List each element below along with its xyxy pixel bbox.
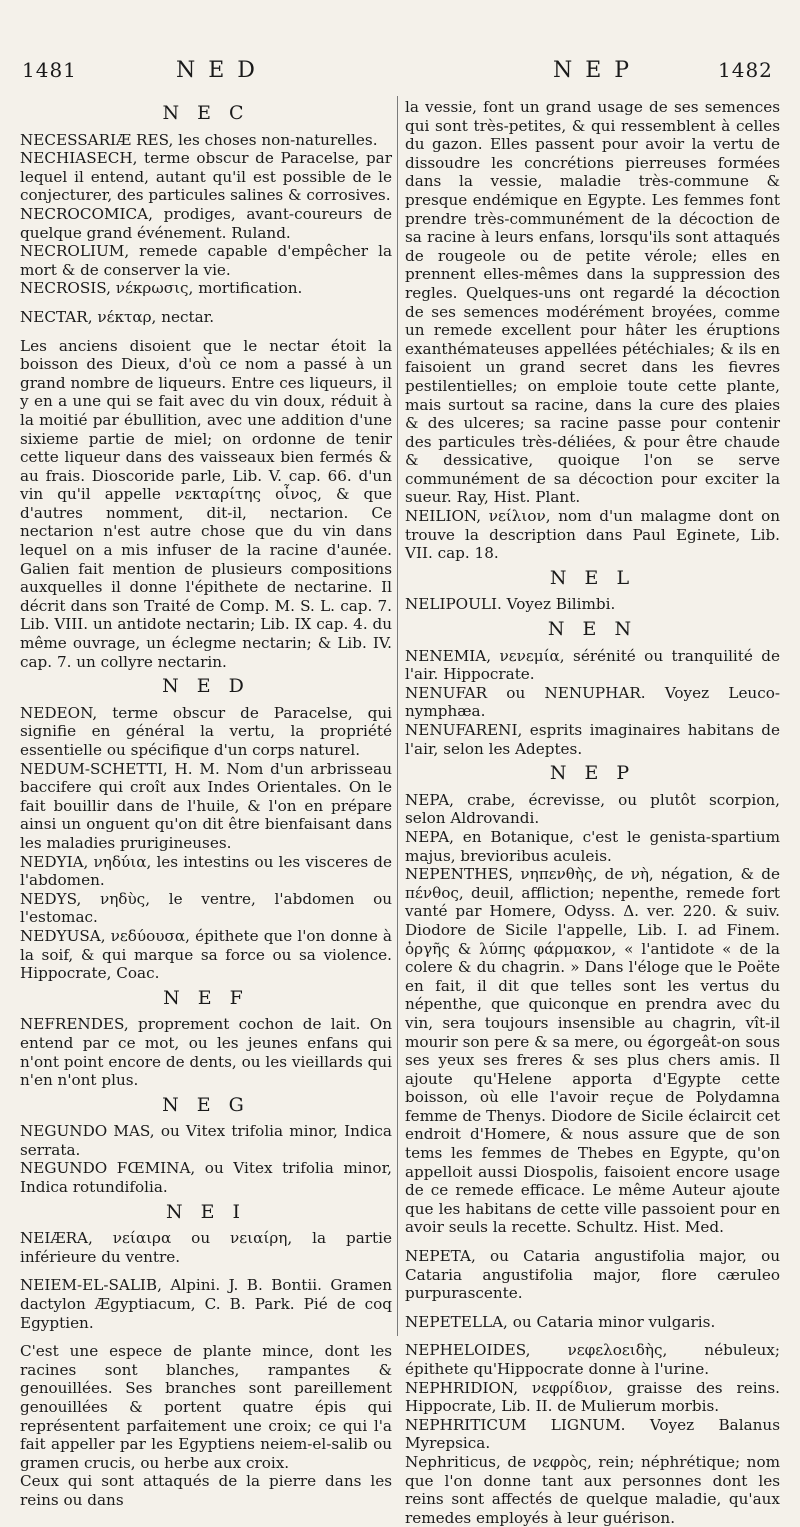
dictionary-entry: NEGUNDO MAS, ou Vitex trifolia minor, Indica serrata. [20, 1122, 392, 1159]
dictionary-entry: NEDEON, terme obscur de Paracelse, qui signifie en général la vertu, la propriété essentielle ou spécifique d'un corps naturel. [20, 703, 392, 759]
dictionary-entry: NEIEM-EL-SALIB, Alpini. J. B. Bontii. Gramen dactylon Ægyptiacum, C. B. Park. Pié de coq Egyptien. [20, 1276, 392, 1332]
dictionary-entry: NEDYUSA, νεδύουσα, épithete que l'on donne à la soif, & qui marque sa force ou sa violence. Hippocrate, Coac. [20, 926, 392, 983]
dictionary-entry: NENUFAR ou NENUPHAR. Voyez Leuco-nymphæa. [405, 683, 780, 721]
dictionary-entry: la vessie, font un grand usage de ses semences qui sont très-petites, & qui ressemblent à celles du gazon. Elles passent pour avoir la vertu de dissoudre les concrétions pierreuses formées dans la vessie, maladie très-commune & presque endémique en Egypte. Les femmes font prendre très-communément de la décoction de sa racine à leurs enfans, lorsqu'ils sont attaqués de rougeole ou de petite vérole; elles en prennent elles-mêmes dans la suppression des regles. Quelques-uns ont regardé la décoction de ses semences modérément broyées, comme un remede excellent pour hâter les éruptions exanthémateuses appellées pétéchiales; & ils en faisoient un grand secret dans les fievres pestilentielles; on emploie toute cette plante, mais surtout sa racine, dans la cure des plaies & des ulceres; sa racine passe pour contenir des particules très-déliées, & pour être chaude & dessicative, quoique l'on se serve communément de sa décoction pour exciter la sueur. Ray, Hist. Plant. [405, 98, 780, 507]
left-column [20, 98, 392, 1510]
dictionary-entry: NECHIASECH, terme obscur de Paracelse, par lequel il entend, autant qu'il est possible de le conjecturer, des particules salines & corrosives. [20, 149, 392, 205]
dictionary-entry: NEDYS, νηδὺς, le ventre, l'abdomen ou l'estomac. [20, 889, 392, 927]
section-heading: N E I [165, 1200, 247, 1223]
dictionary-entry: NEIÆRA, νείαιρα ou νειαίρη, la partie inférieure du ventre. [20, 1229, 392, 1266]
dictionary-entry: NEPA, crabe, écrevisse, ou plutôt scorpion, selon Aldrovandi. [405, 790, 780, 828]
dictionary-entry: NEDYIA, νηδύια, les intestins ou les visceres de l'abdomen. [20, 852, 392, 890]
dictionary-entry: NEPETA, ou Cataria angustifolia major, ou Cataria angustifolia major, flore cæruleo purpurascente. [405, 1247, 780, 1303]
dictionary-entry: NECTAR, νέκταρ, nectar. [20, 307, 215, 326]
dictionary-entry: NECESSARIÆ RES, les choses non-naturelles. [20, 130, 378, 149]
right-running-head: N E P [553, 58, 633, 83]
dictionary-entry: Ceux qui sont attaqués de la pierre dans les reins ou dans [20, 1472, 392, 1509]
dictionary-entry: NEPHRIDION, νεφρίδιον, graisse des reins. Hippocrate, Lib. II. de Mulierum morbis. [405, 1378, 780, 1416]
dictionary-entry: NEFRENDES, proprement cochon de lait. On entend par ce mot, ou les jeunes enfans qui n'ont point encore de dents, ou les vieillards qui n'en n'ont plus. [20, 1015, 392, 1090]
dictionary-entry: NEPHRITICUM LIGNUM. Voyez Balanus Myrepsica. [405, 1415, 780, 1453]
dictionary-entry: NEPETELLA, ou Cataria minor vulgaris. [405, 1312, 716, 1331]
dictionary-entry: NECROCOMICA, prodiges, avant-coureurs de quelque grand événement. Ruland. [20, 204, 392, 242]
entry-paragraph: Les anciens disoient que le nectar étoit la boisson des Dieux, d'où ce nom a passé à un grand nombre de liqueurs. Entre ces liqueurs, il y en a une qui se fait avec du vin doux, réduit à la moitié par ébullition, avec une addition d'une sixieme partie de miel; on ordonne de tenir cette liqueur dans des vaisseaux bien fermés & au frais. Dioscoride parle, Lib. V. cap. 66. d'un vin qu'il appelle νεκταρίτης οἶνος, & que d'autres nomment, dit-il, nectarion. Ce nectarion n'est autre chose que du vin dans lequel on a mis infuser de la racine d'aunée. Galien fait mention de plusieurs compositions auxquelles il donne l'épithete de nectarine. Il décrit dans son Traité de Comp. M. S. L. cap. 7. Lib. VIII. un antidote nectarin; Lib. IX cap. 4. du même ouvrage, un éclegme nectarin; & Lib. IV. cap. 7. un collyre nectarin. [20, 336, 392, 671]
right-column [405, 98, 780, 1527]
dictionary-entry: NEILION, νείλιον, nom d'un malagme dont on trouve la description dans Paul Eginete, Lib. VII. cap. 18. [405, 507, 780, 563]
section-heading: N E F [163, 986, 249, 1009]
section-heading: N E N [547, 618, 638, 641]
dictionary-entry: NECROLIUM, remede capable d'empêcher la mort & de conserver la vie. [20, 242, 392, 279]
dictionary-entry: NEPENTHES, νηπενθὴς, de νὴ, négation, & de πένθος, deuil, affliction; nepenthe, remede fort vanté par Homere, Odyss. Δ. ver. 220. & suiv. Diodore de Sicile l'appelle, Lib. I. ad Finem. ὀργῆς & λύπης φάρμακον, « l'antidote « de la colere & du chagrin. » Dans l'éloge que le Poëte en fait, il dit que telles sont les vertus du népenthe, que quiconque en prendra avec du vin, sera toujours insensible au chagrin, vît-il mourir son pere & sa mere, ou égorgeât-on sous ses yeux ses freres & ses plus chers amis. Il ajoute qu'Helene apporta d'Egypte cette boisson, où elle l'avoir reçue de Polydamna femme de Thenys. Diodore de Sicile éclaircit cet endroit d'Homere, & nous assure que de son tems les femmes de Thebes en Egypte, qu'on appelloit aussi Diospolis, faisoient encore usage de ce remede efficace. Le même Auteur ajoute que les habitans de cette ville passoient pour en avoir seuls la recette. Schultz. Hist. Med. [405, 865, 780, 1237]
dictionary-entry: NELIPOULI. Voyez Bilimbi. [405, 595, 616, 614]
section-heading: N E P [549, 762, 636, 785]
section-heading: N E L [549, 566, 636, 589]
dictionary-entry: NEPHELOIDES, νεφελοειδὴς, nébuleux; épithete qu'Hippocrate donne à l'urine. [405, 1341, 780, 1378]
section-heading: N E C [162, 102, 250, 124]
dictionary-entry: Nephriticus, de νεφρὸς, rein; néphrétique; nom que l'on donne tant aux personnes dont les reins sont affectés de quelque maladie, qu'aux remedes employés à leur guérison. [405, 1452, 780, 1527]
dictionary-entry: NEDUM-SCHETTI, H. M. Nom d'un arbrisseau baccifere qui croît aux Indes Orientales. On le fait bouillir dans de l'huile, & l'on en prépare ainsi un onguent qu'on dit être bienfaisant dans les maladies prurigineuses. [20, 759, 392, 852]
section-heading: N E D [162, 675, 250, 698]
section-heading: N E G [162, 1093, 250, 1116]
dictionary-entry: NEPA, en Botanique, c'est le genista-spartium majus, brevioribus aculeis. [405, 827, 780, 865]
dictionary-entry: NENUFARENI, esprits imaginaires habitans de l'air, selon les Adeptes. [405, 721, 780, 758]
dictionary-entry: NENEMIA, νενεμία, sérénité ou tranquilité de l'air. Hippocrate. [405, 646, 780, 684]
dictionary-entry: NECROSIS, νέκρωσις, mortification. [20, 279, 303, 298]
column-divider [397, 96, 398, 1336]
left-page-number: 1481 [22, 58, 77, 82]
right-page-number: 1482 [718, 58, 773, 82]
dictionary-entry: NEGUNDO FŒMINA, ou Vitex trifolia minor, Indica rotundifolia. [20, 1159, 392, 1197]
left-running-head: N E D [176, 58, 258, 83]
entry-paragraph: C'est une espece de plante mince, dont les racines sont blanches, rampantes & genouillées. Ses branches sont pareillement genouillées & portent quatre épis qui représentent parfaitement une croix; ce qui l'a fait appeller par les Egyptiens neiem-el-salib ou gramen crucis, ou herbe aux croix. [20, 1342, 392, 1472]
